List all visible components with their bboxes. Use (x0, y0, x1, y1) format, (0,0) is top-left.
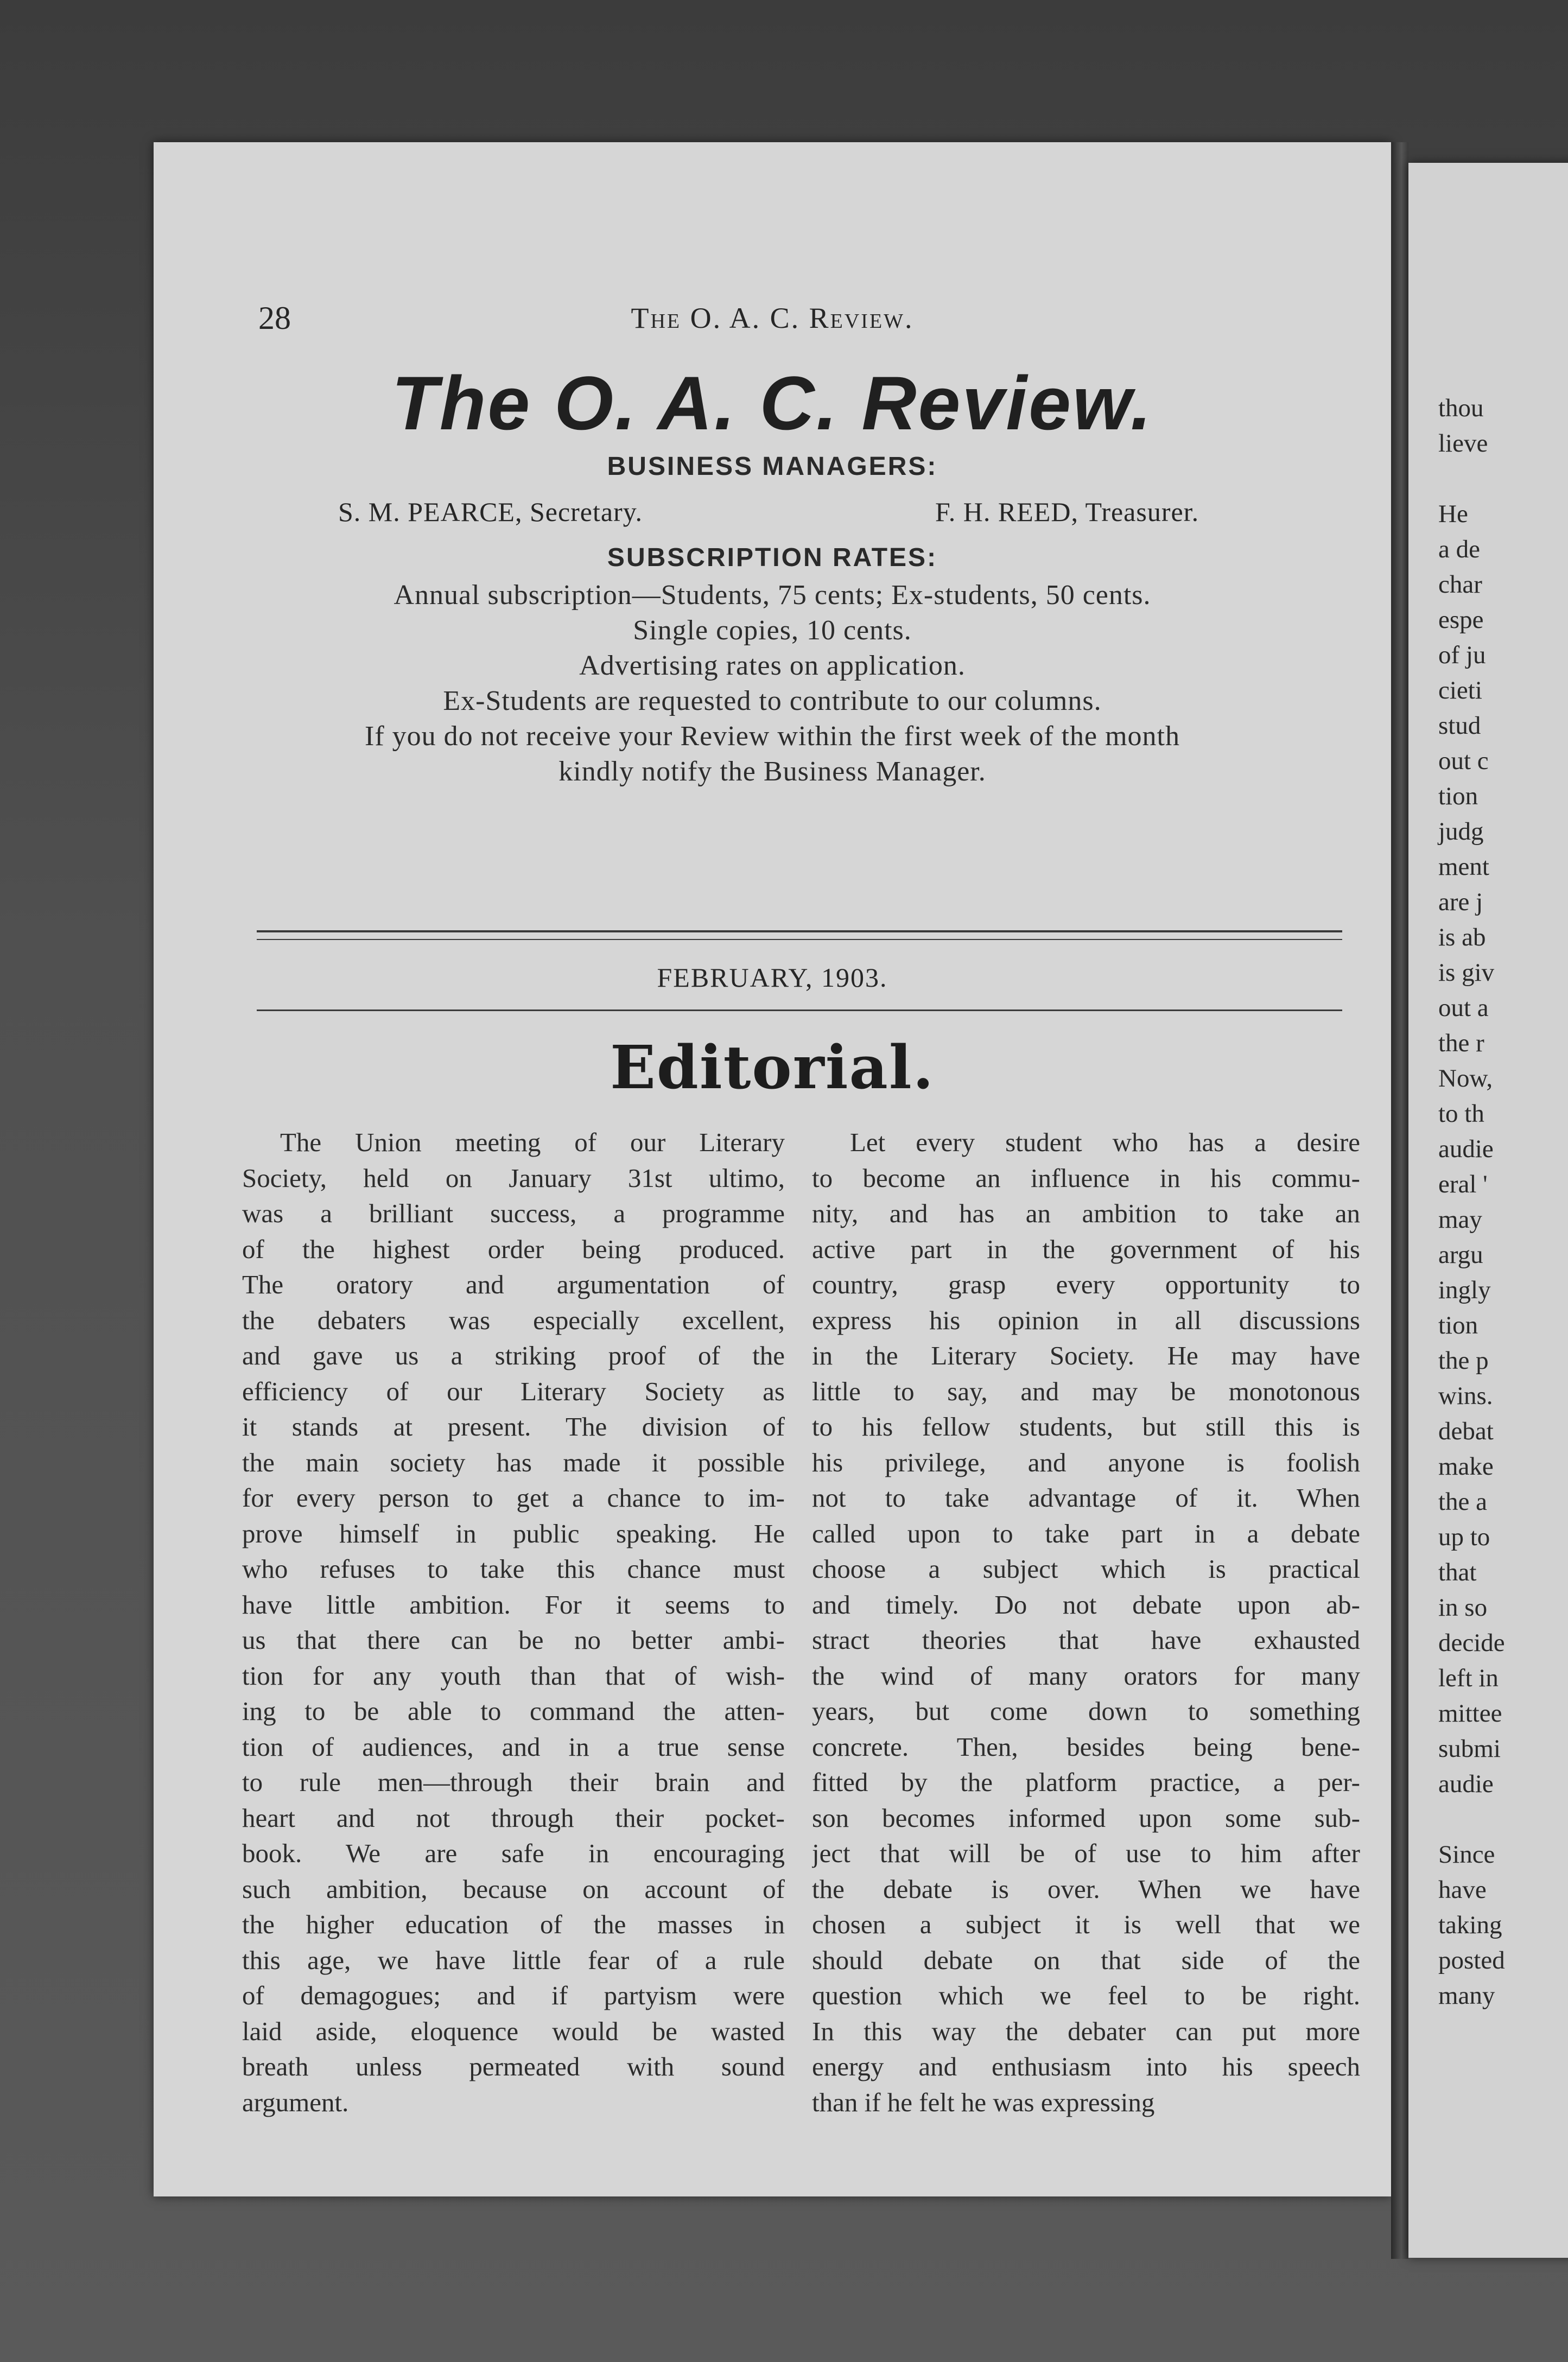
issue-date: FEBRUARY, 1903. (657, 962, 888, 993)
text-line: for every person to get a chance to im- (242, 1483, 785, 1513)
facing-page-fragment: Now, (1438, 1064, 1493, 1093)
facing-page-fragment: He (1438, 500, 1468, 528)
text-line: to rule men—through their brain and (242, 1767, 785, 1797)
facing-page-fragment: Since (1438, 1840, 1495, 1869)
facing-page-fragment: to th (1438, 1100, 1484, 1128)
facing-page-fragment: a de (1438, 535, 1480, 563)
text-line: this age, we have little fear of a rule (242, 1945, 785, 1975)
text-line: laid aside, eloquence would be wasted (242, 2016, 785, 2046)
facing-page-fragment: thou (1438, 394, 1484, 422)
text-line: efficiency of our Literary Society as (242, 1376, 785, 1406)
text-line: The Union meeting of our Literary (280, 1127, 785, 1157)
editorial-left-column (242, 1125, 785, 2120)
text-line: express his opinion in all discussions (812, 1305, 1360, 1335)
facing-page-fragment: the r (1438, 1029, 1484, 1057)
facing-page-fragment: stud (1438, 712, 1481, 740)
text-line: of demagogues; and if partyism were (242, 1980, 785, 2010)
text-line: have little ambition. For it seems to (242, 1589, 785, 1620)
facing-page-fragment: have (1438, 1876, 1487, 1904)
text-line: the debaters was especially excellent, (242, 1305, 785, 1335)
facing-page-fragment: lieve (1438, 429, 1488, 458)
text-line: stract theories that have exhausted (812, 1625, 1360, 1655)
text-line: the debate is over. When we have (812, 1874, 1360, 1904)
running-title: The O. A. C. Review. (631, 302, 914, 334)
subscription-line: kindly notify the Business Manager. (558, 756, 986, 787)
text-line: who refuses to take this chance must (242, 1554, 785, 1584)
facing-page-fragment: many (1438, 1982, 1495, 2010)
facing-page-fragment: cieti (1438, 676, 1482, 704)
facing-page-fragment: judg (1438, 817, 1484, 846)
text-line: to his fellow students, but still this is (812, 1412, 1360, 1442)
text-line: choose a subject which is practical (812, 1554, 1360, 1584)
date-rule (257, 1009, 1342, 1011)
text-line: breath unless permeated with sound (242, 2052, 785, 2081)
subscription-line: Single copies, 10 cents. (633, 615, 912, 646)
facing-page-fragment: taking (1438, 1911, 1502, 1939)
facing-page-fragment: submi (1438, 1735, 1501, 1763)
facing-page-fragment: in so (1438, 1593, 1488, 1622)
facing-page-fragment: audie (1438, 1770, 1494, 1798)
text-line: prove himself in public speaking. He (242, 1518, 785, 1548)
text-line: heart and not through their pocket- (242, 1802, 785, 1833)
facing-page-fragment: left in (1438, 1664, 1499, 1692)
facing-page-fragment: are j (1438, 888, 1483, 916)
business-managers-heading: BUSINESS MANAGERS: (607, 452, 938, 481)
text-line: book. We are safe in encouraging (242, 1838, 785, 1868)
secretary-credit: S. M. PEARCE, Secretary. (338, 497, 643, 527)
text-line: concrete. Then, besides being bene- (812, 1731, 1360, 1762)
facing-page-fragment: tion (1438, 782, 1478, 810)
text-line: us that there can be no better ambi- (242, 1625, 785, 1655)
facing-page-fragment: argu (1438, 1241, 1483, 1269)
text-line: his privilege, and anyone is foolish (812, 1447, 1360, 1477)
facing-page-fragment: make (1438, 1452, 1494, 1481)
facing-page-fragment: that (1438, 1558, 1477, 1586)
text-line: to become an influence in his commu- (812, 1163, 1360, 1193)
facing-page-fragment: of ju (1438, 641, 1486, 669)
facing-page-fragment: may (1438, 1205, 1482, 1234)
text-line: it stands at present. The division of (242, 1412, 785, 1442)
double-rule-bottom (257, 939, 1342, 940)
editorial-heading: Editorial. (610, 1032, 935, 1102)
text-line: active part in the government of his (812, 1234, 1360, 1264)
subscription-line: Ex-Students are requested to contribute to our columns. (443, 685, 1102, 716)
text-line: years, but come down to something (812, 1696, 1360, 1726)
text-line: Let every student who has a desire (850, 1127, 1360, 1157)
text-line: of the highest order being produced. (242, 1234, 785, 1264)
facing-page-fragment: up to (1438, 1523, 1490, 1551)
book-gutter (1391, 142, 1408, 2259)
text-line: The oratory and argumentation of (242, 1269, 785, 1299)
facing-page-fragment: debat (1438, 1417, 1494, 1445)
text-line: and gave us a striking proof of the (242, 1341, 785, 1370)
text-line: ing to be able to command the atten- (242, 1696, 785, 1726)
facing-page-fragment: ment (1438, 853, 1489, 881)
text-line: In this way the debater can put more (812, 2016, 1360, 2046)
facing-page-fragment: espe (1438, 606, 1484, 634)
facing-page-fragment: eral ' (1438, 1170, 1488, 1198)
text-line: son becomes informed upon some sub- (812, 1802, 1360, 1833)
editorial-right-column (812, 1125, 1360, 2120)
facing-page-fragment: mittee (1438, 1699, 1502, 1728)
text-line: the higher education of the masses in (242, 1909, 785, 1939)
text-line: and timely. Do not debate upon ab- (812, 1589, 1360, 1620)
facing-page-fragment: tion (1438, 1311, 1478, 1339)
facing-page-fragment: the a (1438, 1488, 1488, 1516)
double-rule-top (257, 930, 1342, 932)
text-line: tion for any youth than that of wish- (242, 1660, 785, 1691)
subscription-line: Advertising rates on application. (579, 650, 966, 681)
subscription-line: If you do not receive your Review within the first week of the month (365, 721, 1180, 752)
text-line: chosen a subject it is well that we (812, 1909, 1360, 1939)
text-line: argument. (242, 2087, 349, 2117)
page-number: 28 (258, 300, 291, 336)
facing-page-fragment: posted (1438, 1946, 1505, 1974)
text-line: energy and enthusiasm into his speech (812, 2052, 1360, 2081)
text-line: in the Literary Society. He may have (812, 1341, 1360, 1370)
facing-page-fragment: audie (1438, 1135, 1494, 1163)
facing-page-fragment: the p (1438, 1347, 1489, 1375)
text-line: tion of audiences, and in a true sense (242, 1731, 785, 1762)
text-line: little to say, and may be monotonous (812, 1376, 1360, 1406)
text-line: ject that will be of use to him after (812, 1838, 1360, 1868)
facing-page-fragment: decide (1438, 1629, 1505, 1657)
facing-page-fragment: out c (1438, 747, 1489, 775)
text-line: Society, held on January 31st ultimo, (242, 1163, 785, 1193)
text-line: was a brilliant success, a programme (242, 1198, 785, 1228)
facing-page-fragment: ingly (1438, 1276, 1491, 1304)
text-line: not to take advantage of it. When (812, 1483, 1360, 1513)
masthead-title: The O. A. C. Review. (391, 360, 1153, 446)
magazine-page (154, 142, 1391, 2196)
treasurer-credit: F. H. REED, Treasurer. (935, 497, 1199, 527)
facing-page-fragment: out a (1438, 994, 1489, 1022)
facing-page-fragment: char (1438, 570, 1482, 599)
subscription-heading: SUBSCRIPTION RATES: (607, 543, 938, 572)
facing-page-fragment: is ab (1438, 923, 1486, 951)
facing-page-fragment: wins. (1438, 1382, 1493, 1410)
text-line: the wind of many orators for many (812, 1660, 1360, 1691)
text-line: fitted by the platform practice, a per- (812, 1767, 1360, 1797)
text-line: nity, and has an ambition to take an (812, 1198, 1360, 1228)
text-line: country, grasp every opportunity to (812, 1269, 1360, 1299)
text-line: the main society has made it possible (242, 1447, 785, 1477)
text-line: question which we feel to be right. (812, 1980, 1360, 2010)
text-line: should debate on that side of the (812, 1945, 1360, 1975)
facing-page-fragment: is giv (1438, 958, 1495, 987)
text-line: such ambition, because on account of (242, 1874, 785, 1904)
subscription-line: Annual subscription—Students, 75 cents; Ex-students, 50 cents. (393, 580, 1151, 611)
text-line: than if he felt he was expressing (812, 2087, 1155, 2117)
text-line: called upon to take part in a debate (812, 1518, 1360, 1548)
